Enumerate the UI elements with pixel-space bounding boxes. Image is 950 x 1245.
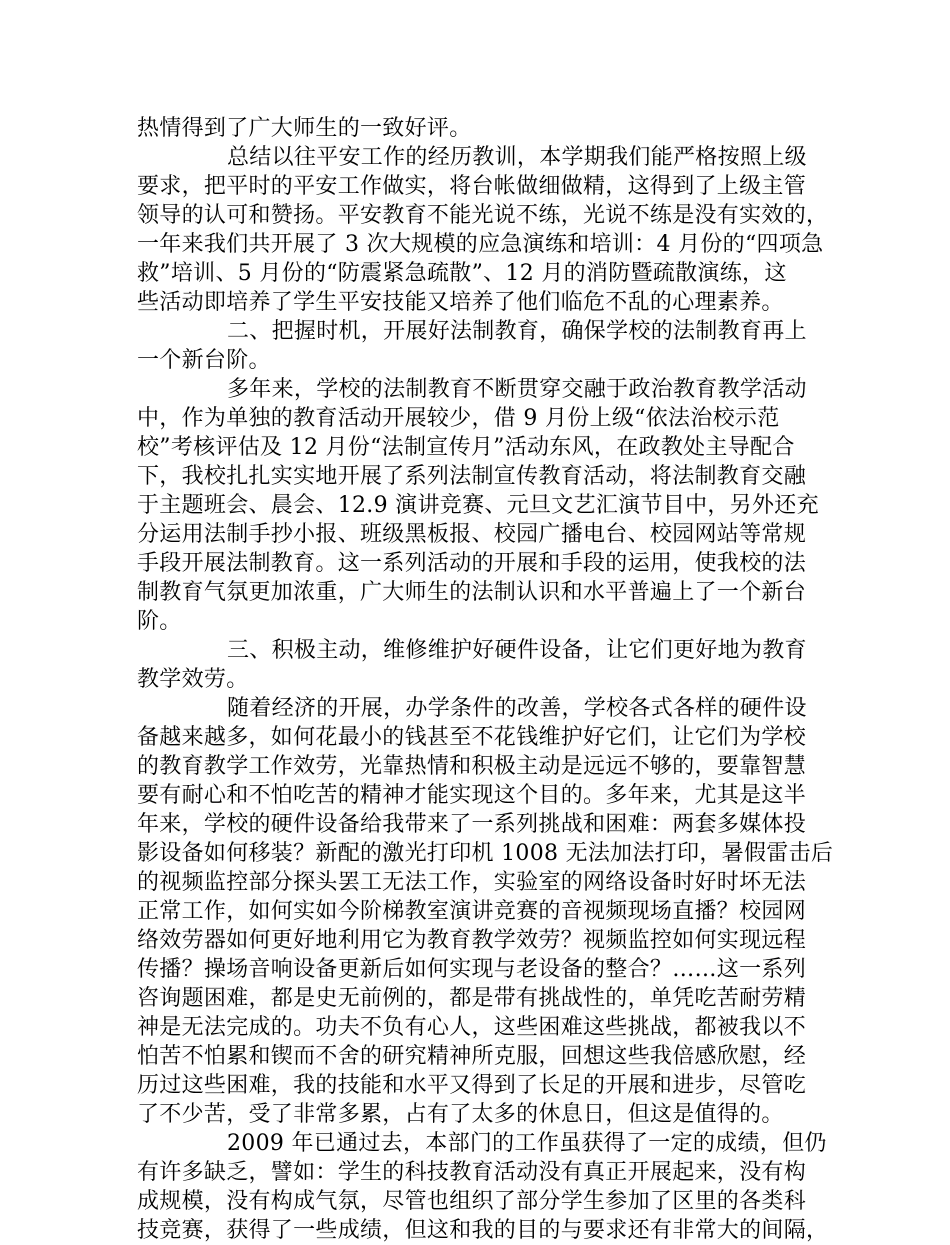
text-line: 教学效劳。 <box>137 667 249 692</box>
text-line: 随着经济的开展，办学条件的改善，学校各式各样的硬件设 <box>227 696 807 721</box>
text-line: 的教育教学工作效劳，光靠热情和积极主动是远远不够的，要靠智慧 <box>137 754 807 779</box>
text-line: 一个新台阶。 <box>137 348 271 373</box>
text-line: 分运用法制手抄小报、班级黑板报、校园广播电台、校园网站等常规 <box>137 522 807 547</box>
text-line: 多年来，学校的法制教育不断贯穿交融于政治教育教学活动 <box>227 377 807 402</box>
text-line: 技竞赛，获得了一些成绩，但这和我的目的与要求还有非常大的间隔， <box>137 1218 829 1243</box>
text-line: 传播？操场音响设备更新后如何实现与老设备的整合？……这一系列 <box>137 957 807 982</box>
text-line: 备越来越多，如何花最小的钱甚至不花钱维护好它们，让它们为学校 <box>137 725 807 750</box>
text-line: 历过这些困难，我的技能和水平又得到了长足的开展和进步，尽管吃 <box>137 1073 807 1098</box>
text-line: 的视频监控部分探头罢工无法工作，实验室的网络设备时好时坏无法 <box>137 870 807 895</box>
text-line: 神是无法完成的。功夫不负有心人，这些困难这些挑战，都被我以不 <box>137 1015 807 1040</box>
text-line: 热情得到了广大师生的一致好评。 <box>137 116 472 141</box>
text-line: 正常工作，如何实如今阶梯教室演讲竞赛的音视频现场直播？校园网 <box>137 899 807 924</box>
text-line: 领导的认可和赞扬。平安教育不能光说不练，光说不练是没有实效的， <box>137 203 829 228</box>
body-text <box>137 114 834 1245</box>
text-line: 怕苦不怕累和锲而不舍的研究精神所克服，回想这些我倍感欣慰，经 <box>137 1044 807 1069</box>
text-line: 总结以往平安工作的经历教训，本学期我们能严格按照上级 <box>227 145 807 170</box>
text-line: 三、积极主动，维修维护好硬件设备，让它们更好地为教育 <box>227 638 807 663</box>
text-line: 于主题班会、晨会、12.9 演讲竞赛、元旦文艺汇演节目中，另外还充 <box>137 493 819 518</box>
text-line: 校”考核评估及 12 月份“法制宣传月”活动东风，在政教处主导配合 <box>137 435 795 460</box>
text-line: 一年来我们共开展了 3 次大规模的应急演练和培训：4 月份的“四项急 <box>137 232 824 257</box>
text-line: 手段开展法制教育。这一系列活动的开展和手段的运用，使我校的法 <box>137 551 807 576</box>
text-line: 咨询题困难，都是史无前例的，都是带有挑战性的，单凭吃苦耐劳精 <box>137 986 807 1011</box>
text-line: 影设备如何移装？新配的激光打印机 1008 无法加法打印，暑假雷击后 <box>137 841 834 866</box>
text-line: 中，作为单独的教育活动开展较少，借 9 月份上级“依法治校示范 <box>137 406 780 431</box>
text-line: 成规模，没有构成气氛，尽管也组织了部分学生参加了区里的各类科 <box>137 1189 807 1214</box>
text-line: 阶。 <box>137 609 182 634</box>
text-line: 了不少苦，受了非常多累，占有了太多的休息日，但这是值得的。 <box>137 1102 784 1127</box>
text-line: 二、把握时机，开展好法制教育，确保学校的法制教育再上 <box>227 319 807 344</box>
text-line: 络效劳器如何更好地利用它为教育教学效劳？视频监控如何实现远程 <box>137 928 807 953</box>
text-line: 下，我校扎扎实实地开展了系列法制宣传教育活动，将法制教育交融 <box>137 464 807 489</box>
text-line: 制教育气氛更加浓重，广大师生的法制认识和水平普遍上了一个新台 <box>137 580 807 605</box>
text-line: 有许多缺乏，譬如：学生的科技教育活动没有真正开展起来，没有构 <box>137 1160 807 1185</box>
text-line: 些活动即培养了学生平安技能又培养了他们临危不乱的心理素养。 <box>137 290 784 315</box>
text-line: 救”培训、5 月份的“防震紧急疏散”、12 月的消防暨疏散演练，这 <box>137 261 787 286</box>
text-line: 年来，学校的硬件设备给我带来了一系列挑战和困难：两套多媒体投 <box>137 812 807 837</box>
text-line: 要求，把平时的平安工作做实，将台帐做细做精，这得到了上级主管 <box>137 174 807 199</box>
text-line: 要有耐心和不怕吃苦的精神才能实现这个目的。多年来，尤其是这半 <box>137 783 807 808</box>
text-line: 2009 年已通过去，本部门的工作虽获得了一定的成绩，但仍 <box>227 1131 827 1156</box>
